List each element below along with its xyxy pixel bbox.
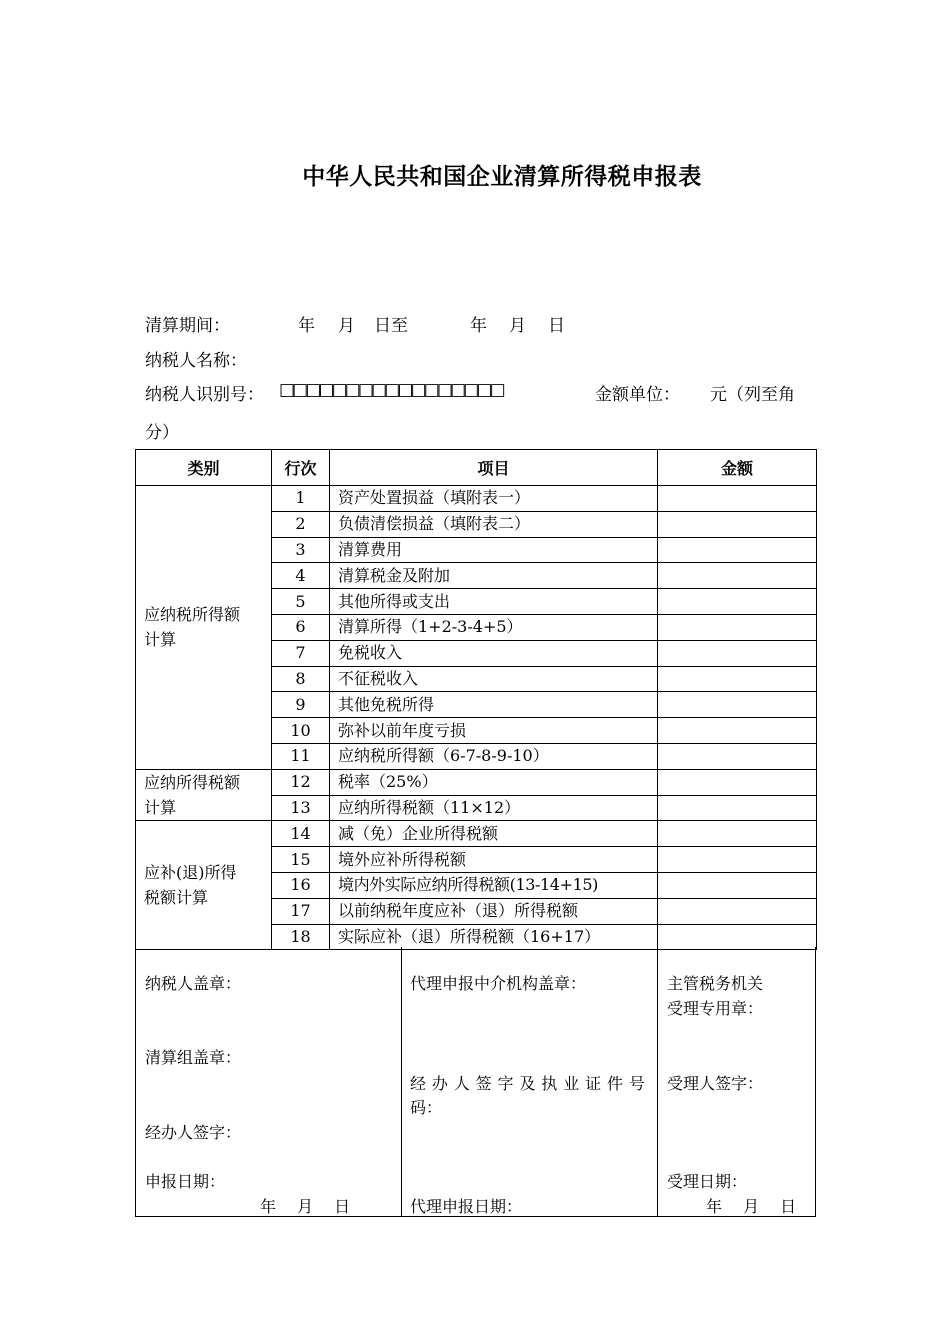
row-number: 6 <box>272 614 330 640</box>
table-row <box>136 486 817 512</box>
period-day-to: 日至 <box>374 316 408 336</box>
form-title: 中华人民共和国企业清算所得税申报表 <box>302 164 702 190</box>
row-number: 12 <box>272 769 330 795</box>
col-header-amount: 金额 <box>658 450 817 486</box>
row-amount-cell[interactable] <box>658 563 817 589</box>
table-header-row <box>136 450 817 486</box>
category-line-2: 计算 <box>144 798 177 818</box>
amount-unit-value: 元（列至角 <box>710 385 795 405</box>
row-amount-cell[interactable] <box>658 589 817 615</box>
taxpayer-seal-label: 纳税人盖章： <box>145 974 242 993</box>
agent-filing-date-label: 代理申报日期： <box>410 1197 523 1216</box>
row-item: 弥补以前年度亏损 <box>330 718 658 744</box>
row-number: 15 <box>272 847 330 873</box>
category-tax-refund <box>136 821 272 950</box>
row-number: 9 <box>272 692 330 718</box>
row-number: 5 <box>272 589 330 615</box>
col-header-line-no: 行次 <box>272 450 330 486</box>
row-amount-cell[interactable] <box>658 614 817 640</box>
row-amount-cell[interactable] <box>658 769 817 795</box>
category-line-1: 应纳所得税额 <box>144 773 241 793</box>
period-month-1: 月 <box>338 316 355 336</box>
category-line-1: 应纳税所得额 <box>144 605 241 625</box>
row-number: 4 <box>272 563 330 589</box>
tax-authority-line-1: 主管税务机关 <box>667 974 764 993</box>
period-year-2: 年 <box>470 316 487 336</box>
row-amount-cell[interactable] <box>658 718 817 744</box>
row-item: 清算所得（1+2-3-4+5） <box>330 614 658 640</box>
tax-authority-line-2: 受理专用章： <box>667 999 764 1018</box>
row-number: 17 <box>272 898 330 924</box>
table-row <box>136 821 817 847</box>
row-number: 10 <box>272 718 330 744</box>
amount-unit-wrap: 分） <box>145 423 179 443</box>
taxpayer-id-label: 纳税人识别号： <box>145 385 264 405</box>
row-number: 8 <box>272 666 330 692</box>
col-header-item: 项目 <box>330 450 658 486</box>
row-amount-cell[interactable] <box>658 795 817 821</box>
row-item: 清算税金及附加 <box>330 563 658 589</box>
row-amount-cell[interactable] <box>658 511 817 537</box>
row-number: 14 <box>272 821 330 847</box>
row-item: 实际应补（退）所得税额（16+17） <box>330 924 658 950</box>
period-label: 清算期间： <box>145 316 230 336</box>
row-number: 1 <box>272 486 330 512</box>
receiver-signature-label: 受理人签字： <box>667 1074 764 1093</box>
row-item: 免税收入 <box>330 640 658 666</box>
signature-divider-1 <box>401 947 402 1216</box>
filing-date-label: 申报日期： <box>145 1172 226 1191</box>
row-item: 负债清偿损益（填附表二） <box>330 511 658 537</box>
declaration-table <box>135 449 817 950</box>
table-row <box>136 769 817 795</box>
row-number: 11 <box>272 743 330 769</box>
row-number: 18 <box>272 924 330 950</box>
liquidation-group-seal-label: 清算组盖章： <box>145 1048 242 1067</box>
row-item: 清算费用 <box>330 537 658 563</box>
row-item: 资产处置损益（填附表一） <box>330 486 658 512</box>
row-item: 其他所得或支出 <box>330 589 658 615</box>
category-tax-payable <box>136 769 272 821</box>
row-amount-cell[interactable] <box>658 692 817 718</box>
row-item: 其他免税所得 <box>330 692 658 718</box>
row-item: 应纳所得税额（11×12） <box>330 795 658 821</box>
acceptance-date-label: 受理日期： <box>667 1172 748 1191</box>
row-item: 应纳税所得额（6-7-8-9-10） <box>330 743 658 769</box>
filing-date-ymd: 年 月 日 <box>260 1197 351 1216</box>
signature-section <box>135 947 816 1217</box>
row-number: 2 <box>272 511 330 537</box>
agent-handler-signature-line-2: 码： <box>410 1098 443 1117</box>
period-year-1: 年 <box>298 316 315 336</box>
row-amount-cell[interactable] <box>658 640 817 666</box>
period-month-2: 月 <box>509 316 526 336</box>
row-item: 以前纳税年度应补（退）所得税额 <box>330 898 658 924</box>
acceptance-date-ymd: 年 月 日 <box>706 1197 797 1216</box>
agent-seal-label: 代理申报中介机构盖章： <box>410 974 587 993</box>
row-amount-cell[interactable] <box>658 924 817 950</box>
category-taxable-income <box>136 486 272 770</box>
col-header-category: 类别 <box>136 450 272 486</box>
row-amount-cell[interactable] <box>658 898 817 924</box>
handler-signature-label: 经办人签字： <box>145 1123 242 1142</box>
taxpayer-id-boxes: □□□□□□□□□□□□□□□□□ <box>279 380 503 400</box>
taxpayer-name-label: 纳税人名称： <box>145 351 247 371</box>
row-amount-cell[interactable] <box>658 847 817 873</box>
row-number: 7 <box>272 640 330 666</box>
row-amount-cell[interactable] <box>658 821 817 847</box>
row-item: 境内外实际应纳所得税额(13-14+15) <box>330 872 658 898</box>
row-number: 13 <box>272 795 330 821</box>
row-amount-cell[interactable] <box>658 872 817 898</box>
row-item: 税率（25%） <box>330 769 658 795</box>
amount-unit-label: 金额单位： <box>595 385 680 405</box>
row-number: 16 <box>272 872 330 898</box>
category-line-2: 税额计算 <box>144 888 209 908</box>
signature-divider-2 <box>657 947 658 1216</box>
row-item: 减（免）企业所得税额 <box>330 821 658 847</box>
category-line-1: 应补(退)所得 <box>144 863 237 883</box>
row-item: 境外应补所得税额 <box>330 847 658 873</box>
row-amount-cell[interactable] <box>658 743 817 769</box>
agent-handler-signature-line-1: 经 办 人 签 字 及 执 业 证 件 号 <box>410 1074 646 1093</box>
row-item: 不征税收入 <box>330 666 658 692</box>
period-day-2: 日 <box>548 316 565 336</box>
row-amount-cell[interactable] <box>658 666 817 692</box>
category-line-2: 计算 <box>144 630 177 650</box>
row-amount-cell[interactable] <box>658 537 817 563</box>
row-number: 3 <box>272 537 330 563</box>
row-amount-cell[interactable] <box>658 486 817 512</box>
